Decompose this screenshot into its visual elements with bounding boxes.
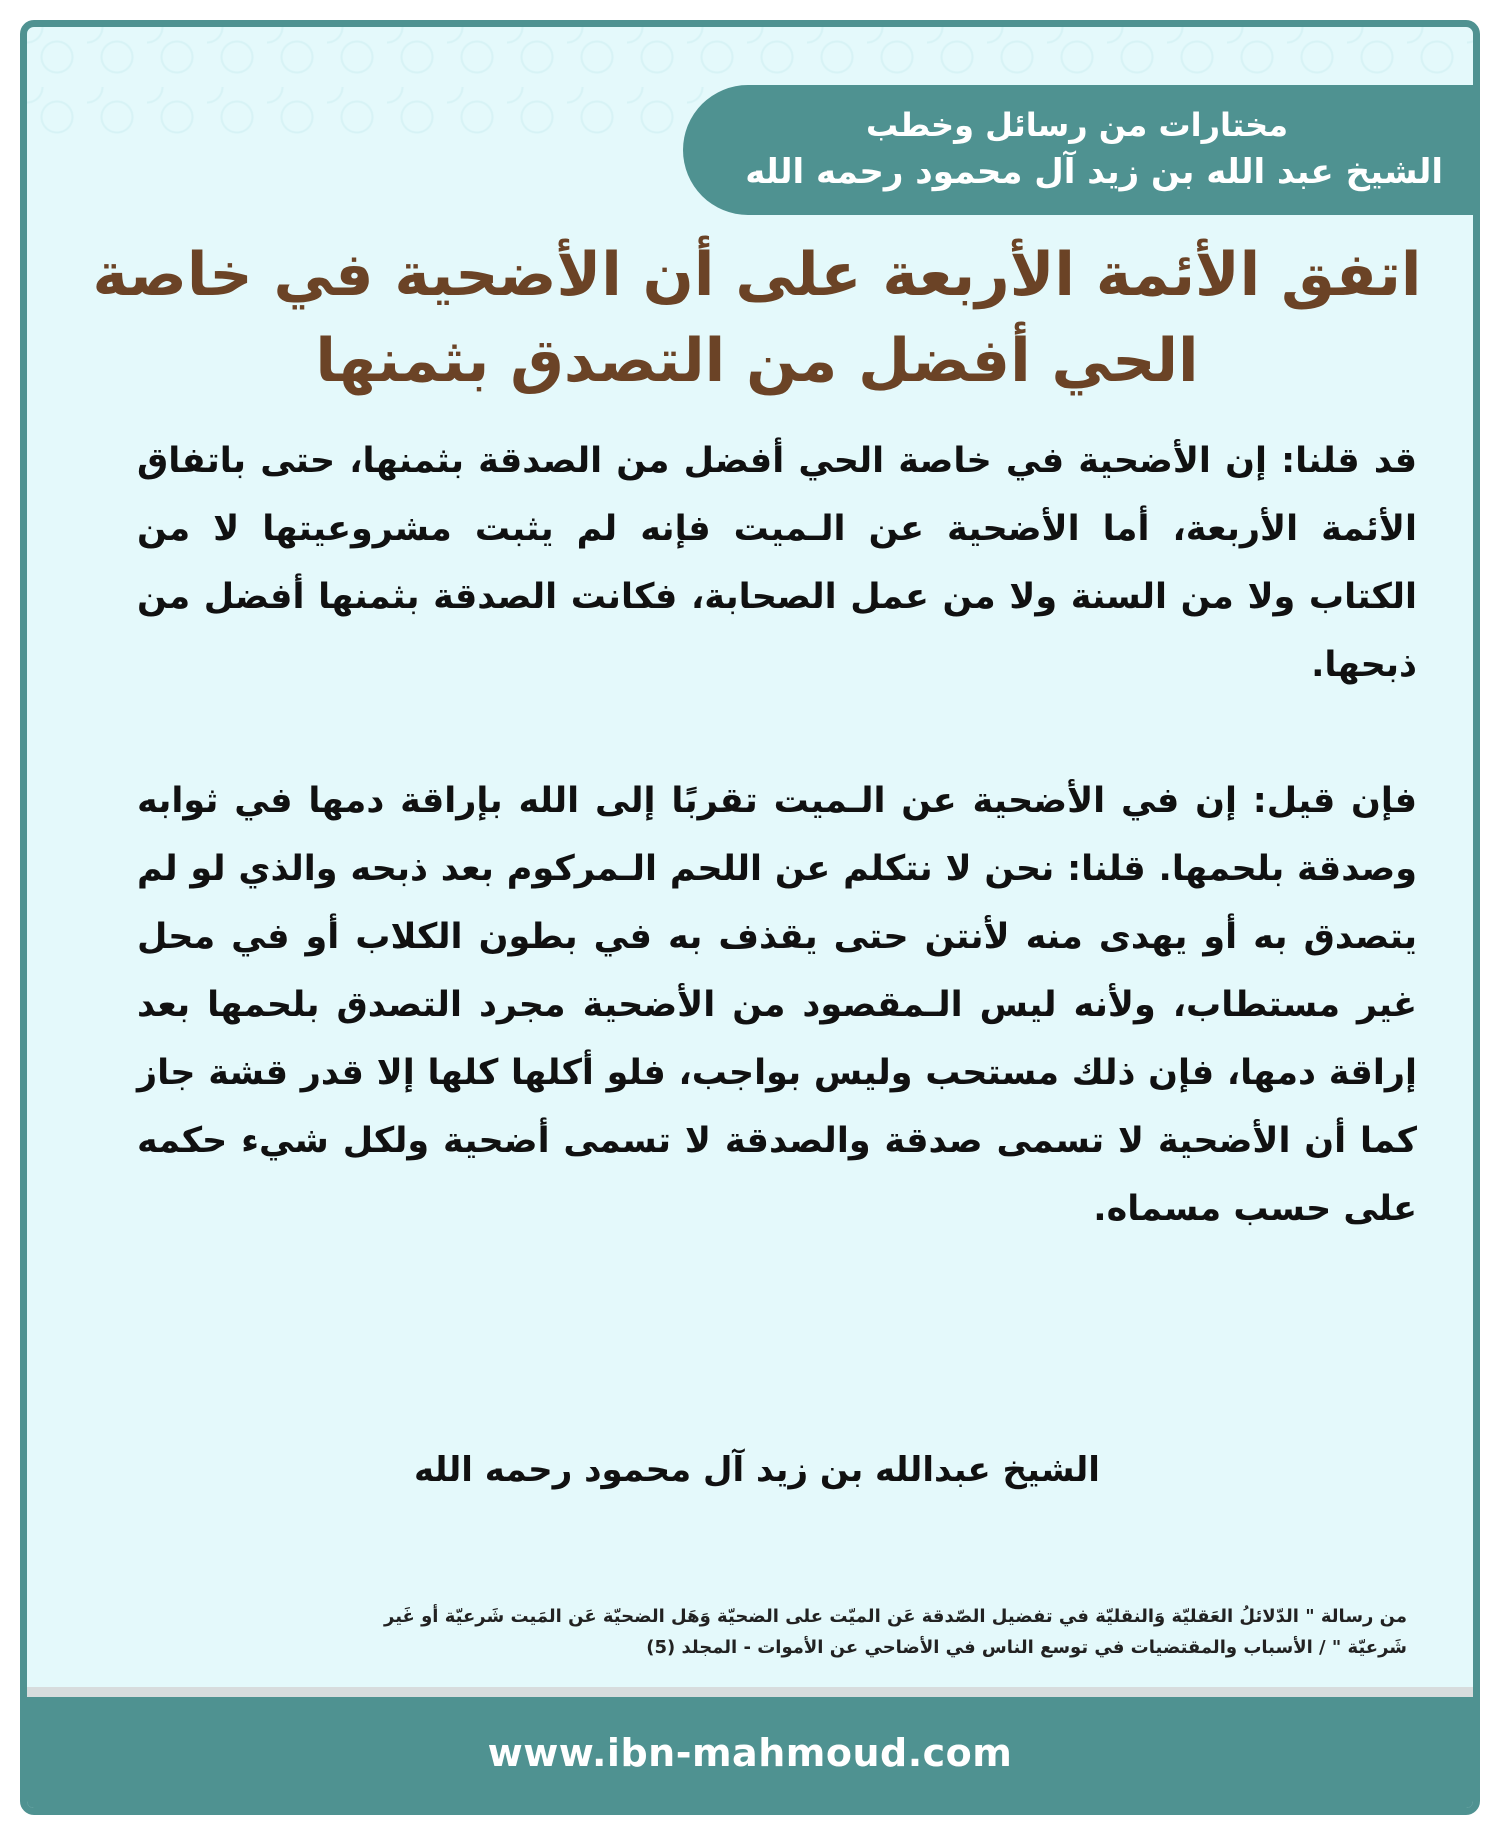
- footer-divider: [27, 1687, 1473, 1697]
- footer-bar: [27, 1697, 1473, 1808]
- article-body: [137, 427, 1417, 1243]
- source-citation: [137, 1601, 1407, 1663]
- body-paragraph-1: قد قلنا: إن الأضحية في خاصة الحي أفضل من الصدقة بثمنها، حتى باتفاق الأئمة الأربعة، أما الأضحية عن الـميت فإنه لم يثبت مشروعيتها لا من الكتاب ولا من السنة ولا من عمل الصحابة، فكانت الصدقة بثمنها أفضل من ذبحها.: [137, 441, 1417, 685]
- page-frame: [20, 20, 1480, 1815]
- body-paragraph-2: فإن قيل: إن في الأضحية عن الـميت تقربًا إلى الله بإراقة دمها في ثوابه وصدقة بلحمها. قلنا: نحن لا نتكلم عن اللحم الـمركوم بعد ذبحه والذي لو لم يتصدق به أو يهدى منه لأنتن حتى يقذف به في بطون الكلاب أو في محل غير مستطاب، ولأنه ليس الـمقصود من الأضحية مجرد التصدق بلحمها بعد إراقة دمها، فإن ذلك مستحب وليس بواجب، فلو أكلها كلها إلا قدر قشة جاز كما أن الأضحية لا تسمى صدقة والصدقة لا تسمى أضحية ولكل شيء حكمه على حسب مسماه.: [137, 781, 1417, 1229]
- author-signature: الشيخ عبدالله بن زيد آل محمود رحمه الله: [414, 1450, 1100, 1490]
- series-header: [683, 85, 1473, 215]
- article-title: اتفق الأئمة الأربعة على أن الأضحية في خاصة الحي أفضل من التصدق بثمنها: [92, 240, 1422, 396]
- website-link[interactable]: www.ibn-mahmoud.com: [487, 1730, 1013, 1775]
- source-line-1: من رسالة " الدّلائلُ العَقليّة وَالنقليّة في تفضيل الصّدقة عَن الميّت على الضحيّة وَهَل الضحيّة عَن المَيت شَرعيّة أو غَير: [384, 1606, 1407, 1627]
- series-author: الشيخ عبد الله بن زيد آل محمود رحمه الله: [745, 152, 1443, 192]
- source-line-2: شَرعيّة " / الأسباب والمقتضيات في توسع الناس في الأضاحي عن الأموات - المجلد (5): [646, 1637, 1407, 1658]
- series-title: مختارات من رسائل وخطب: [865, 106, 1288, 144]
